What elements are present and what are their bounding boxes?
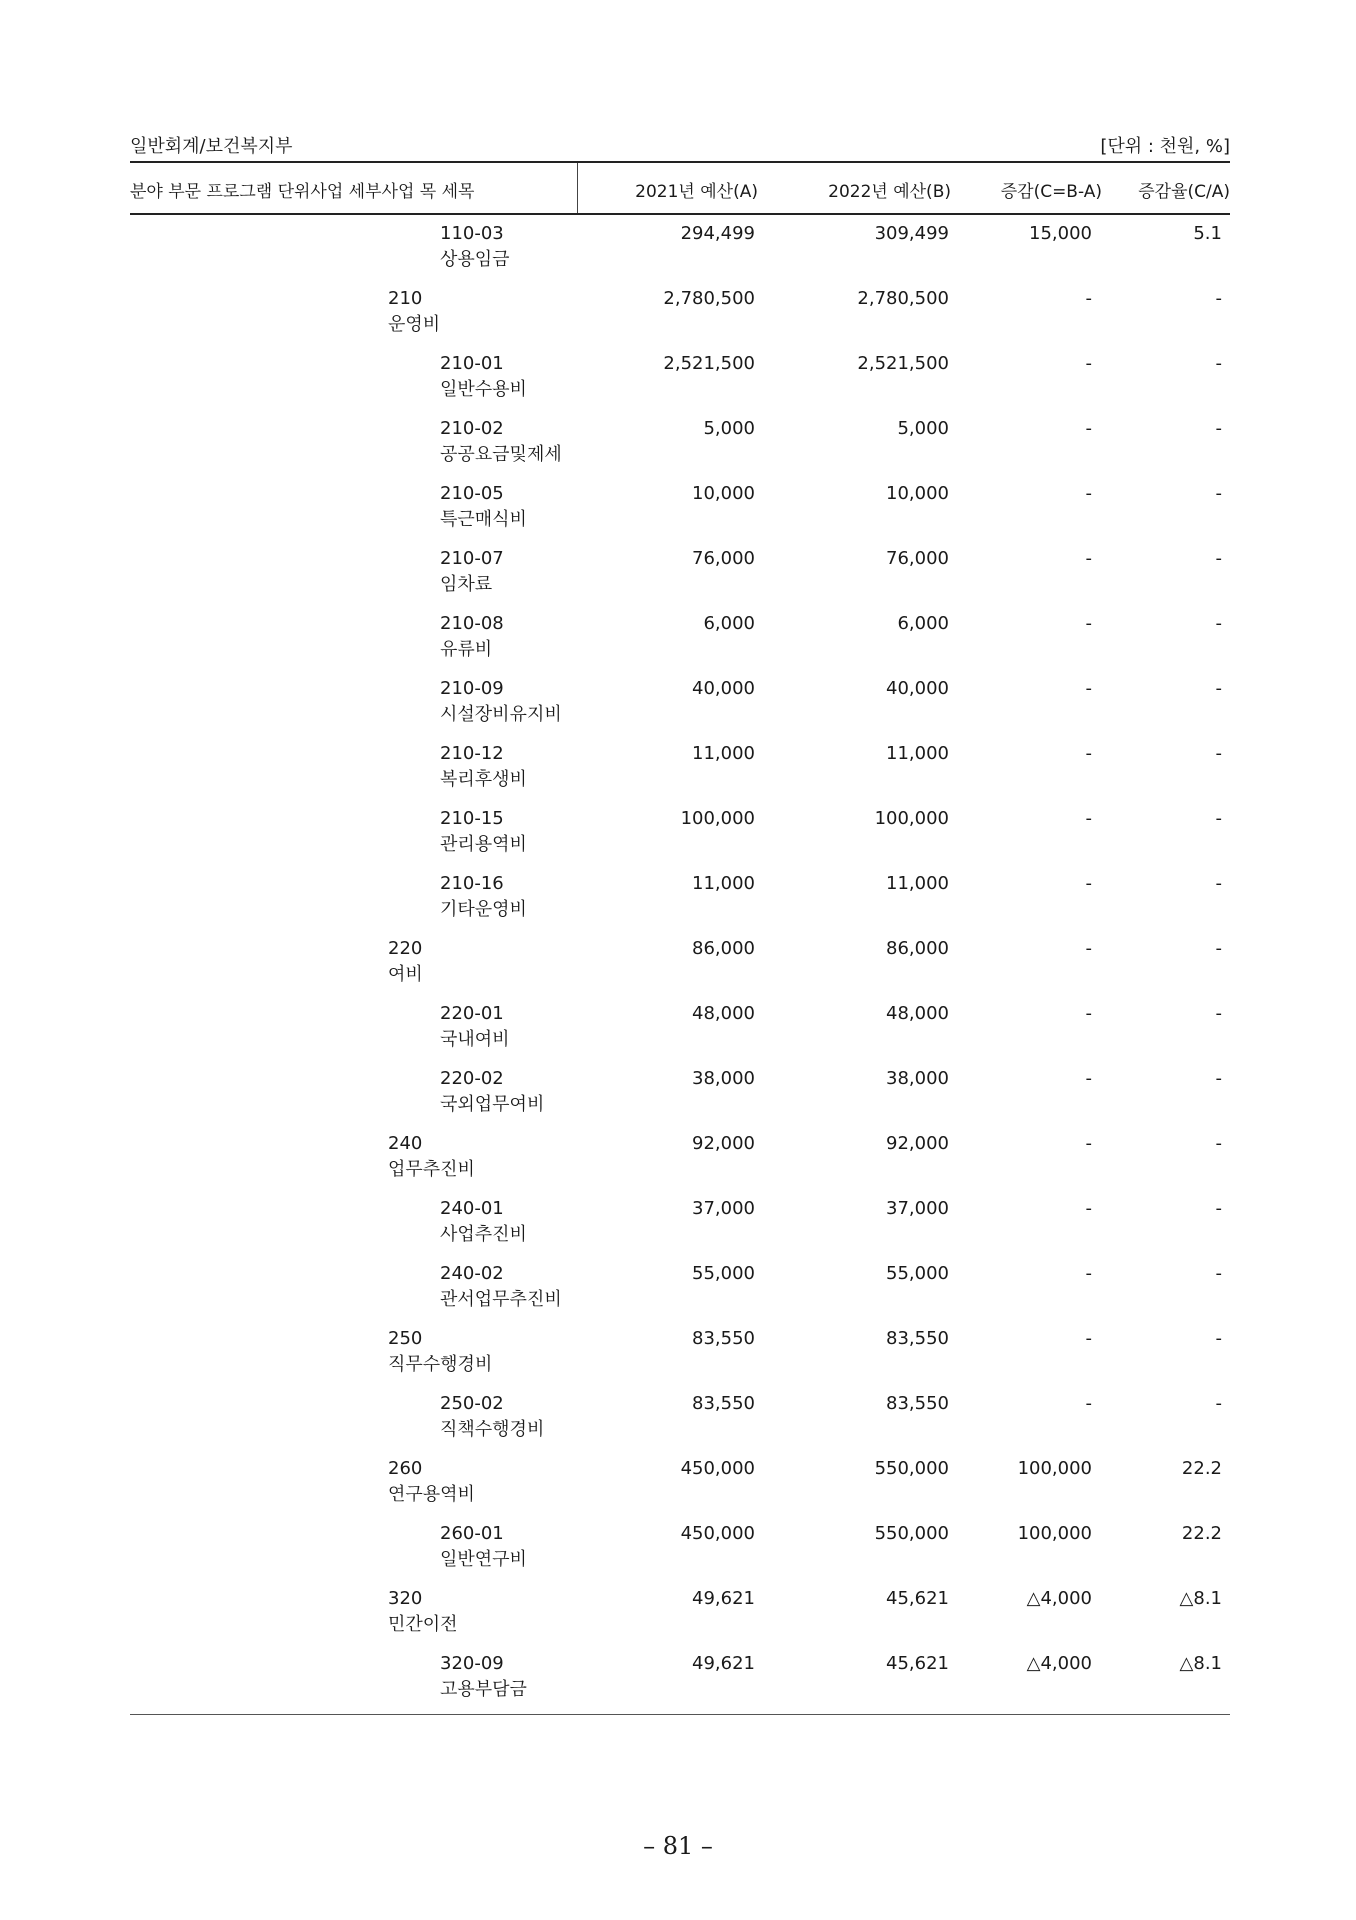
budget-2021-value: 10,000 (692, 483, 755, 504)
change-value: - (1085, 1068, 1092, 1089)
budget-item-name: 복리후생비 (440, 769, 527, 790)
budget-code: 220-01 (440, 1003, 504, 1024)
budget-item-name: 일반연구비 (440, 1549, 527, 1570)
budget-item-name: 공공요금및제세 (440, 444, 562, 465)
change-rate-value: 22.2 (1181, 1523, 1222, 1544)
budget-item-name: 특근매식비 (440, 509, 527, 530)
budget-2022-value: 11,000 (886, 743, 949, 764)
budget-item-name: 여비 (388, 964, 423, 985)
change-rate-value: 22.2 (1181, 1458, 1222, 1479)
budget-2022-value: 100,000 (874, 808, 949, 829)
budget-code: 320-09 (440, 1653, 504, 1674)
budget-item-name: 국내여비 (440, 1029, 510, 1050)
change-rate-value: - (1215, 743, 1222, 764)
budget-2021-value: 49,621 (692, 1588, 755, 1609)
table-row (130, 1458, 1230, 1523)
change-rate-value: - (1215, 1263, 1222, 1284)
budget-item-name: 직무수행경비 (388, 1354, 493, 1375)
table-row (130, 873, 1230, 938)
budget-2022-value: 83,550 (886, 1328, 949, 1349)
change-rate-value: 5.1 (1193, 223, 1222, 244)
budget-2021-value: 48,000 (692, 1003, 755, 1024)
budget-code: 210-15 (440, 808, 504, 829)
budget-code: 110-03 (440, 223, 504, 244)
budget-code: 250-02 (440, 1393, 504, 1414)
table-row (130, 223, 1230, 288)
change-value: - (1085, 1393, 1092, 1414)
change-rate-value: - (1215, 678, 1222, 699)
change-value: △4,000 (1026, 1653, 1092, 1674)
budget-code: 240-02 (440, 1263, 504, 1284)
budget-item-name: 고용부담금 (440, 1679, 527, 1700)
table-row (130, 678, 1230, 743)
change-value: 15,000 (1029, 223, 1092, 244)
budget-2022-value: 40,000 (886, 678, 949, 699)
budget-code: 210-16 (440, 873, 504, 894)
budget-item-name: 일반수용비 (440, 379, 527, 400)
header-change-rate: 증감율(C/A) (1138, 182, 1230, 202)
change-rate-value: - (1215, 1068, 1222, 1089)
change-rate-value: - (1215, 288, 1222, 309)
change-rate-value: - (1215, 483, 1222, 504)
budget-2021-value: 40,000 (692, 678, 755, 699)
budget-2021-value: 100,000 (680, 808, 755, 829)
budget-item-name: 직책수행경비 (440, 1419, 545, 1440)
change-rate-value: - (1215, 418, 1222, 439)
change-rate-value: - (1215, 1328, 1222, 1349)
table-row (130, 1263, 1230, 1328)
table-row (130, 353, 1230, 418)
change-rate-value: - (1215, 1003, 1222, 1024)
change-rate-value: - (1215, 613, 1222, 634)
header-divider (577, 163, 578, 213)
budget-2021-value: 294,499 (680, 223, 755, 244)
budget-2021-value: 37,000 (692, 1198, 755, 1219)
budget-code: 220 (388, 938, 423, 959)
budget-2022-value: 550,000 (874, 1458, 949, 1479)
budget-2022-value: 11,000 (886, 873, 949, 894)
budget-2021-value: 55,000 (692, 1263, 755, 1284)
change-value: - (1085, 613, 1092, 634)
change-value: - (1085, 873, 1092, 894)
table-row (130, 938, 1230, 1003)
budget-code: 210-09 (440, 678, 504, 699)
budget-2022-value: 309,499 (874, 223, 949, 244)
change-value: - (1085, 418, 1092, 439)
budget-2021-value: 450,000 (680, 1523, 755, 1544)
change-rate-value: - (1215, 873, 1222, 894)
change-value: - (1085, 678, 1092, 699)
budget-item-name: 유류비 (440, 639, 493, 660)
budget-item-name: 민간이전 (388, 1614, 458, 1635)
table-header-rule (130, 213, 1230, 215)
table-row (130, 808, 1230, 873)
budget-item-name: 운영비 (388, 314, 441, 335)
budget-2021-value: 2,780,500 (663, 288, 755, 309)
account-title: 일반회계/보건복지부 (130, 136, 293, 157)
budget-2022-value: 38,000 (886, 1068, 949, 1089)
unit-note: [단위 : 천원, %] (1100, 136, 1230, 157)
budget-2021-value: 11,000 (692, 873, 755, 894)
table-body (130, 223, 1230, 1718)
budget-code: 210-02 (440, 418, 504, 439)
change-value: - (1085, 808, 1092, 829)
budget-item-name: 연구용역비 (388, 1484, 475, 1505)
budget-2022-value: 83,550 (886, 1393, 949, 1414)
change-value: - (1085, 1003, 1092, 1024)
table-row (130, 1133, 1230, 1198)
budget-item-name: 상용임금 (440, 249, 510, 270)
change-rate-value: - (1215, 548, 1222, 569)
change-value: - (1085, 1133, 1092, 1154)
budget-2022-value: 86,000 (886, 938, 949, 959)
table-row (130, 1393, 1230, 1458)
change-value: - (1085, 743, 1092, 764)
budget-2021-value: 83,550 (692, 1393, 755, 1414)
budget-item-name: 국외업무여비 (440, 1094, 545, 1115)
budget-code: 240 (388, 1133, 423, 1154)
table-row (130, 743, 1230, 808)
budget-2021-value: 450,000 (680, 1458, 755, 1479)
budget-code: 210-05 (440, 483, 504, 504)
budget-2022-value: 45,621 (886, 1588, 949, 1609)
budget-2022-value: 45,621 (886, 1653, 949, 1674)
budget-code: 250 (388, 1328, 423, 1349)
budget-item-name: 업무추진비 (388, 1159, 475, 1180)
change-rate-value: △8.1 (1179, 1588, 1222, 1609)
budget-2021-value: 38,000 (692, 1068, 755, 1089)
budget-2021-value: 86,000 (692, 938, 755, 959)
budget-2022-value: 10,000 (886, 483, 949, 504)
budget-2021-value: 83,550 (692, 1328, 755, 1349)
budget-2022-value: 76,000 (886, 548, 949, 569)
change-rate-value: - (1215, 808, 1222, 829)
header-budget-2022: 2022년 예산(B) (828, 182, 951, 202)
change-rate-value: - (1215, 1133, 1222, 1154)
table-row (130, 1328, 1230, 1393)
table-row (130, 483, 1230, 548)
change-value: - (1085, 548, 1092, 569)
table-row (130, 1653, 1230, 1718)
budget-2022-value: 37,000 (886, 1198, 949, 1219)
change-value: 100,000 (1017, 1458, 1092, 1479)
change-value: - (1085, 1198, 1092, 1219)
budget-code: 320 (388, 1588, 423, 1609)
change-value: 100,000 (1017, 1523, 1092, 1544)
budget-2021-value: 5,000 (703, 418, 755, 439)
budget-2022-value: 5,000 (897, 418, 949, 439)
table-row (130, 1198, 1230, 1263)
change-rate-value: - (1215, 938, 1222, 959)
budget-item-name: 사업추진비 (440, 1224, 527, 1245)
budget-2021-value: 6,000 (703, 613, 755, 634)
budget-2021-value: 2,521,500 (663, 353, 755, 374)
budget-2021-value: 49,621 (692, 1653, 755, 1674)
budget-2021-value: 92,000 (692, 1133, 755, 1154)
budget-2022-value: 6,000 (897, 613, 949, 634)
table-row (130, 548, 1230, 613)
budget-code: 210-07 (440, 548, 504, 569)
table-bottom-rule (130, 1714, 1230, 1715)
table-row (130, 418, 1230, 483)
header-budget-2021: 2021년 예산(A) (635, 182, 758, 202)
change-rate-value: △8.1 (1179, 1653, 1222, 1674)
budget-2021-value: 11,000 (692, 743, 755, 764)
budget-2022-value: 92,000 (886, 1133, 949, 1154)
budget-code: 210-08 (440, 613, 504, 634)
change-value: - (1085, 288, 1092, 309)
budget-2022-value: 2,521,500 (857, 353, 949, 374)
budget-code: 220-02 (440, 1068, 504, 1089)
budget-2022-value: 48,000 (886, 1003, 949, 1024)
budget-code: 260 (388, 1458, 423, 1479)
table-row (130, 1068, 1230, 1133)
change-value: - (1085, 483, 1092, 504)
table-row (130, 288, 1230, 353)
budget-item-name: 시설장비유지비 (440, 704, 562, 725)
change-rate-value: - (1215, 1393, 1222, 1414)
table-row (130, 613, 1230, 678)
budget-2021-value: 76,000 (692, 548, 755, 569)
page-number: – 81 – (643, 1832, 713, 1860)
change-rate-value: - (1215, 1198, 1222, 1219)
budget-code: 210-12 (440, 743, 504, 764)
header-change: 증감(C=B-A) (1000, 182, 1102, 202)
budget-code: 210 (388, 288, 423, 309)
table-row (130, 1588, 1230, 1653)
table-caption (130, 132, 1230, 160)
change-value: - (1085, 1263, 1092, 1284)
budget-2022-value: 55,000 (886, 1263, 949, 1284)
change-value: △4,000 (1026, 1588, 1092, 1609)
change-rate-value: - (1215, 353, 1222, 374)
budget-code: 240-01 (440, 1198, 504, 1219)
change-value: - (1085, 938, 1092, 959)
table-header (130, 163, 1230, 213)
budget-item-name: 임차료 (440, 574, 493, 595)
header-category: 분야 부문 프로그램 단위사업 세부사업 목 세목 (130, 182, 475, 202)
change-value: - (1085, 353, 1092, 374)
budget-item-name: 기타운영비 (440, 899, 527, 920)
table-row (130, 1523, 1230, 1588)
budget-code: 260-01 (440, 1523, 504, 1544)
table-row (130, 1003, 1230, 1068)
budget-code: 210-01 (440, 353, 504, 374)
budget-item-name: 관서업무추진비 (440, 1289, 562, 1310)
change-value: - (1085, 1328, 1092, 1349)
budget-2022-value: 550,000 (874, 1523, 949, 1544)
budget-2022-value: 2,780,500 (857, 288, 949, 309)
budget-item-name: 관리용역비 (440, 834, 527, 855)
